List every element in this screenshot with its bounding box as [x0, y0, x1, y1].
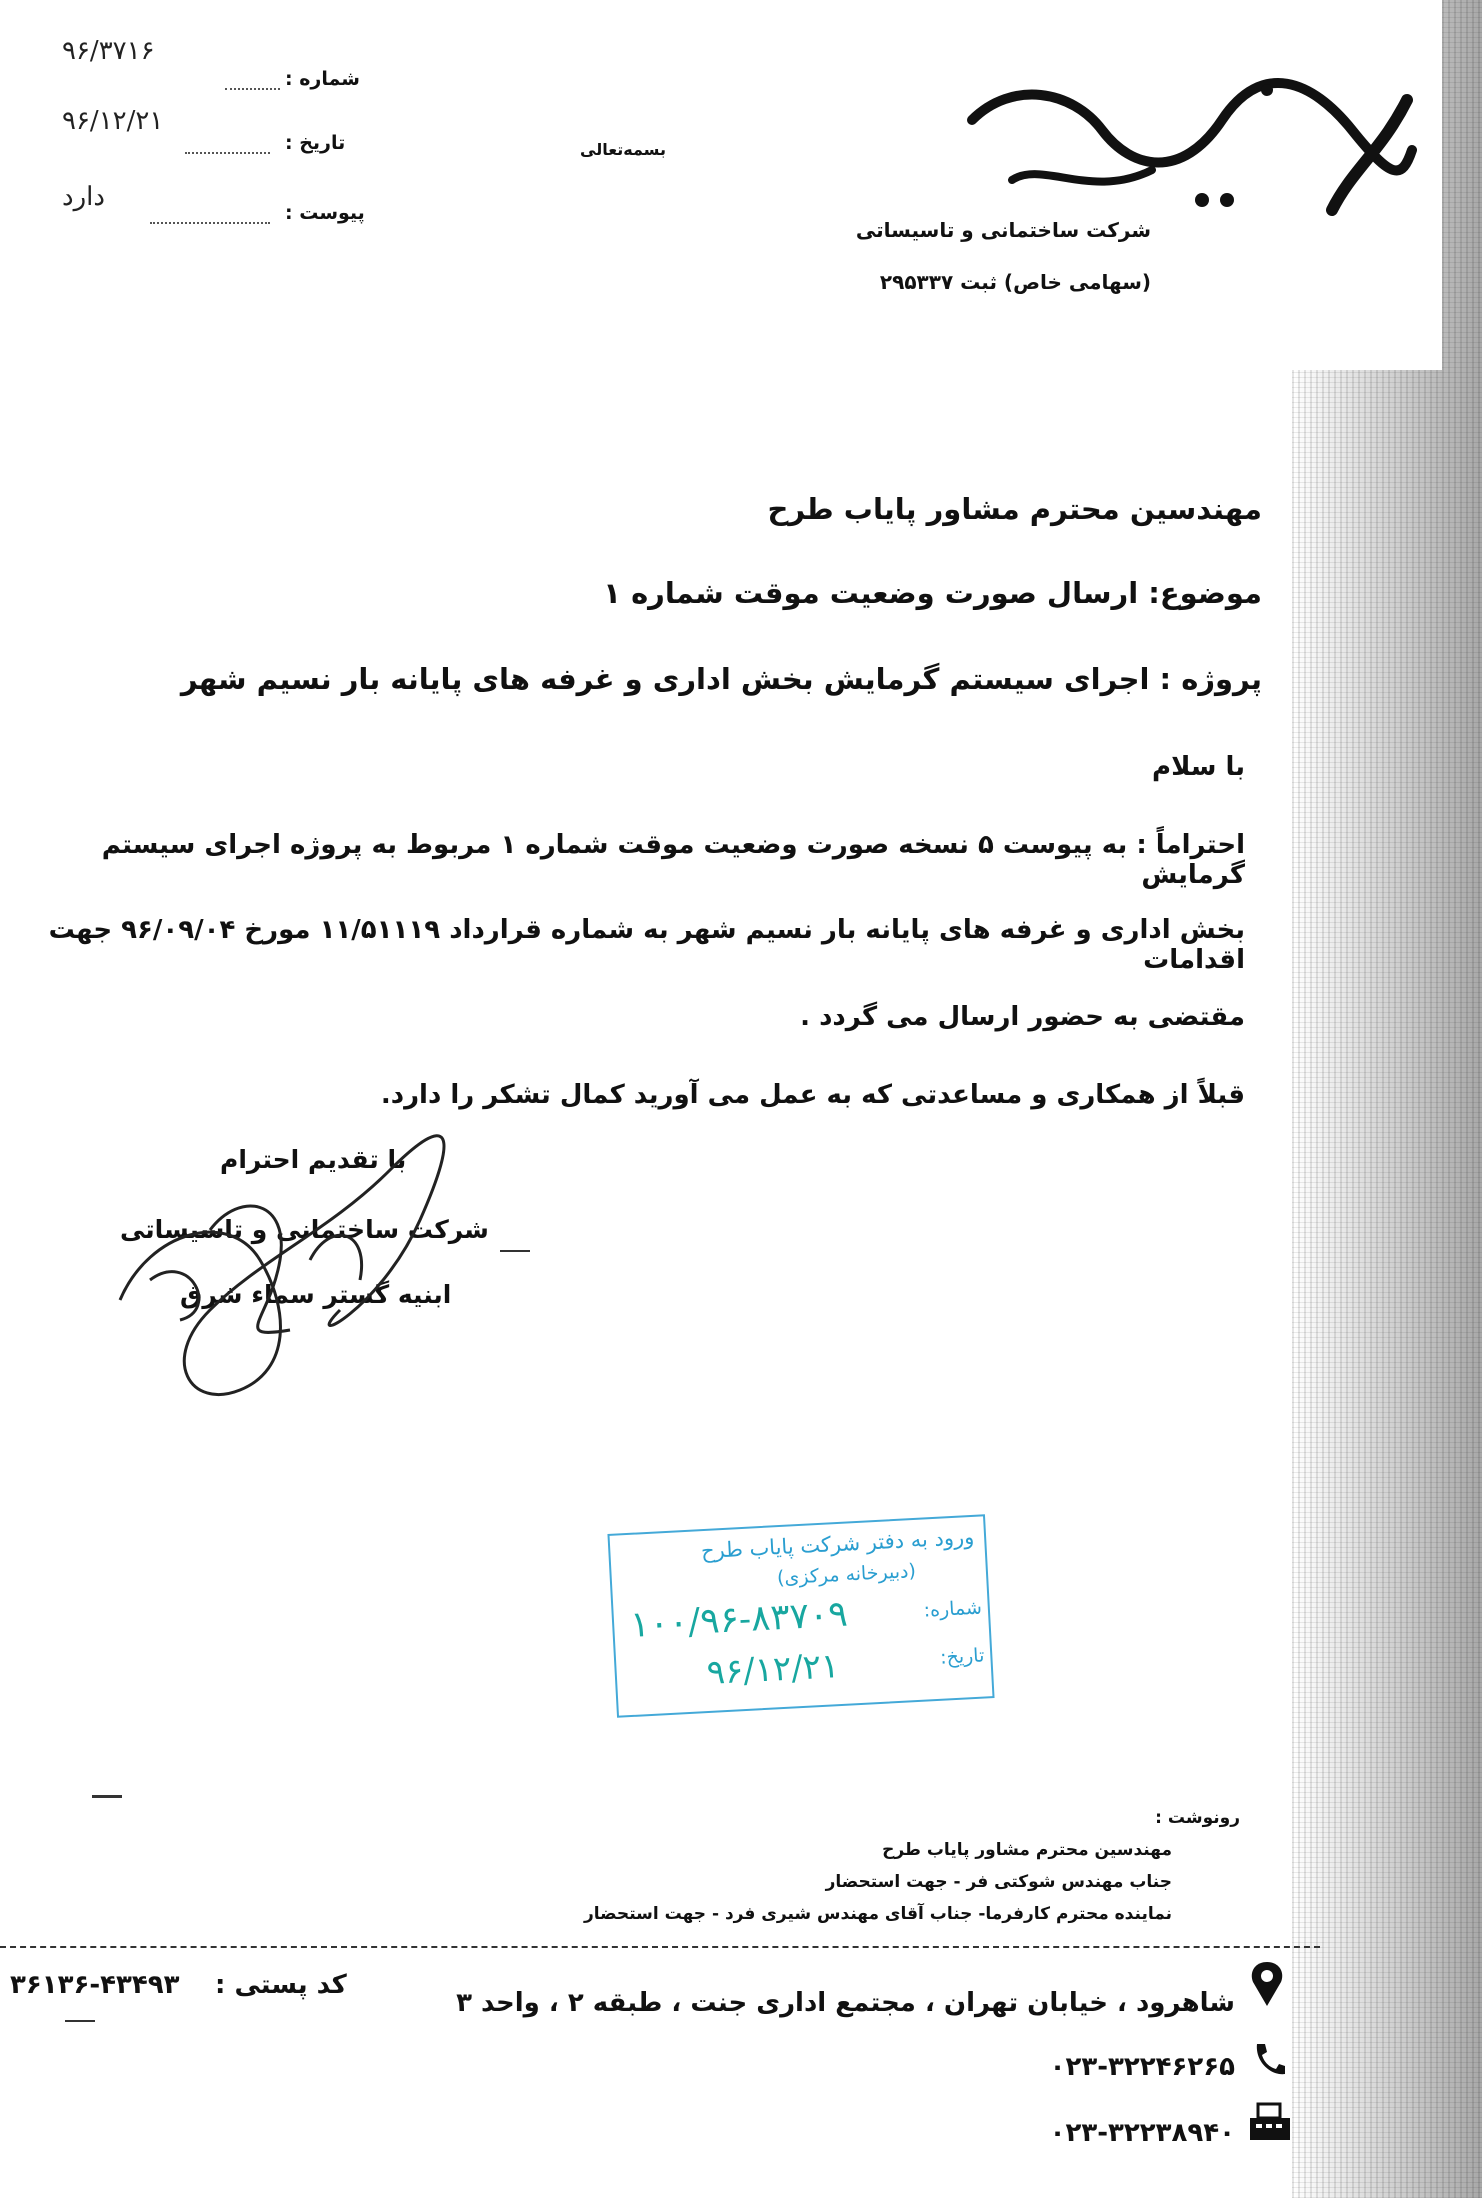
signature-company-name: ابنیه گستر سماء شرق	[180, 1280, 452, 1309]
cc-item: نماینده محترم کارفرما- جناب آقای مهندس شیری فرد - جهت استحضار	[584, 1904, 1172, 1924]
postal-code-label: کد پستی :	[215, 1970, 347, 2000]
location-pin-icon	[1247, 1960, 1287, 2010]
fax-icon	[1248, 2102, 1292, 2146]
stamp-line-2: (دبیرخانه مرکزی)	[776, 1559, 917, 1590]
number-dots	[225, 88, 280, 90]
bismillah-text: بسمه‌تعالی	[580, 140, 666, 159]
footer-divider	[0, 1946, 1320, 1948]
footer-address: شاهرود ، خیابان تهران ، مجتمع اداری جنت ، طبقه ۲ ، واحد ۳	[456, 1988, 1235, 2018]
letter-paragraph-line: بخش اداری و غرفه های پایانه بار نسیم شهر به شماره قرارداد ۱۱/۵۱۱۱۹ مورخ ۹۶/۰۹/۰۴ جهت اقدامات	[48, 915, 1245, 975]
letter-paragraph-line: قبلاً از همکاری و مساعدتی که به عمل می آورید کمال تشکر را دارد.	[380, 1080, 1245, 1110]
stamp-number-label: شماره:	[923, 1596, 983, 1622]
postal-code-value: ۳۶۱۳۶-۴۳۴۹۳	[10, 1970, 180, 2000]
received-stamp	[607, 1514, 994, 1718]
letter-greeting: با سلام	[1152, 752, 1245, 782]
letter-project: پروژه : اجرای سیستم گرمایش بخش اداری و غرفه های پایانه بار نسیم شهر	[180, 662, 1262, 696]
cc-item: مهندسین محترم مشاور پایاب طرح	[882, 1840, 1172, 1860]
signature-closing: با تقدیم احترام	[220, 1145, 407, 1174]
letter-paragraph-line: مقتضی به حضور ارسال می گردد .	[800, 1002, 1245, 1032]
letter-date-value: ۹۶/۱۲/۲۱	[62, 106, 164, 136]
cc-item: جناب مهندس شوکتی فر - جهت استحضار	[825, 1872, 1172, 1892]
letter-subject: موضوع: ارسال صورت وضعیت موقت شماره ۱	[603, 576, 1262, 610]
cc-dash	[92, 1795, 122, 1798]
footer-phone: ۰۲۳-۳۲۲۴۶۲۶۵	[1049, 2052, 1235, 2082]
company-type-line: شرکت ساختمانی و تاسیساتی	[855, 218, 1151, 242]
attachment-dots	[150, 222, 270, 224]
letter-paragraph-line: احتراماً : به پیوست ۵ نسخه صورت وضعیت موقت شماره ۱ مربوط به پروژه اجرای سیستم گرمایش	[101, 830, 1245, 890]
signature-dash	[500, 1250, 530, 1252]
letter-recipient: مهندسین محترم مشاور پایاب طرح	[767, 492, 1262, 526]
footer-fax: ۰۲۳-۳۲۲۳۸۹۴۰	[1049, 2118, 1235, 2148]
letter-attachment-value: دارد	[62, 182, 105, 212]
stamp-date-value: ۹۶/۱۲/۲۱	[705, 1646, 841, 1693]
phone-icon	[1251, 2040, 1287, 2080]
handwritten-signature-icon	[90, 1110, 490, 1410]
footer-dash	[65, 2020, 95, 2022]
company-registration-line: (سهامی خاص) ثبت ۲۹۵۳۳۷	[879, 270, 1151, 294]
cc-label: رونوشت :	[1155, 1808, 1240, 1828]
letter-number-value: ۹۶/۳۷۱۶	[62, 36, 155, 66]
stamp-line-1: ورود به دفتر شرکت پایاب طرح	[700, 1524, 975, 1564]
signature-company-line: شرکت ساختمانی و تاسیساتی	[120, 1215, 489, 1244]
stamp-number-value: ۱۰۰/۹۶-۸۳۷۰۹	[629, 1593, 849, 1646]
letter-attachment-label: پیوست :	[285, 202, 365, 224]
stamp-date-label: تاریخ:	[939, 1644, 985, 1669]
letter-number-label: شماره :	[285, 68, 360, 90]
date-dots	[185, 152, 270, 154]
letter-date-label: تاریخ :	[285, 132, 346, 154]
